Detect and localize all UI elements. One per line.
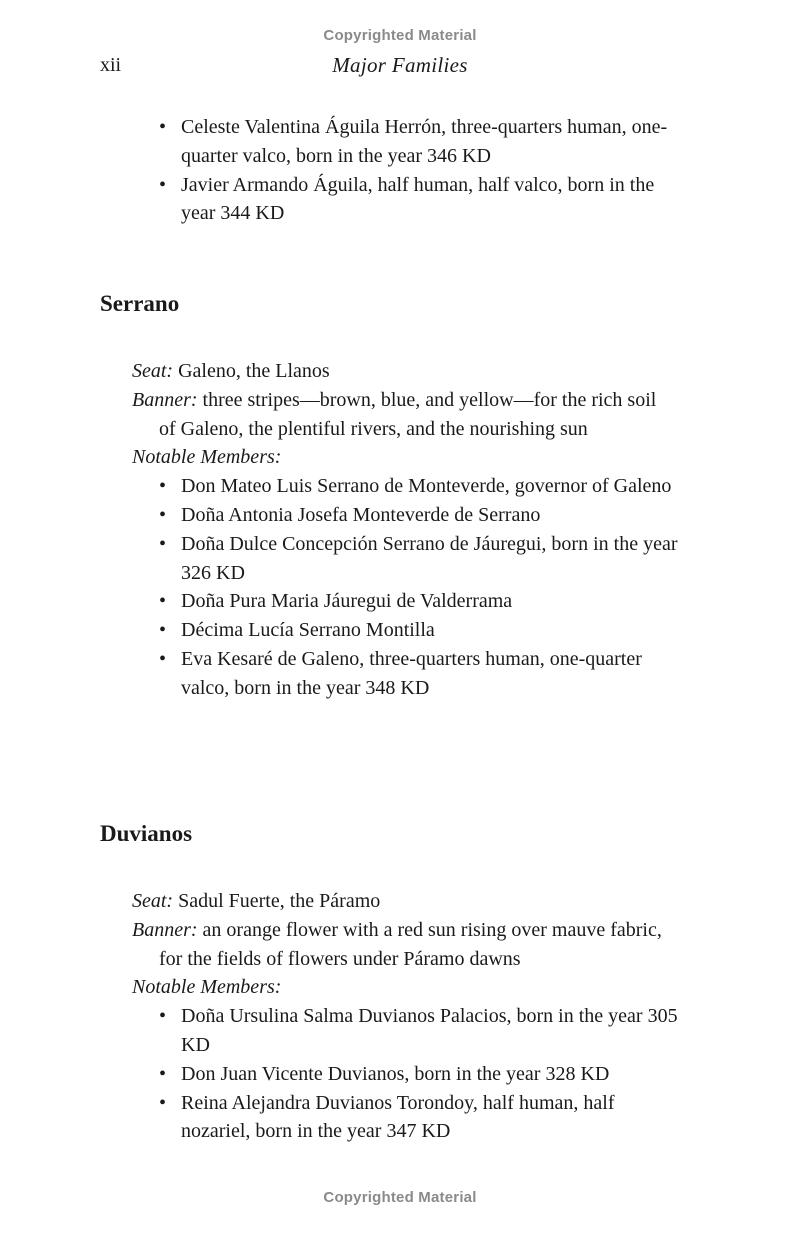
list-item: • Don Juan Vicente Duvianos, born in the year 328 KD	[0, 1060, 681, 1089]
notable-members-label: Notable Members:	[132, 446, 282, 469]
family-heading-duvianos: Duvianos	[100, 821, 193, 846]
banner-line: Banner: three stripes—brown, blue, and yellow—for the rich soil of Galeno, the plentiful rivers, and the nourishing sun	[132, 388, 657, 440]
bullet-icon: •	[159, 475, 167, 498]
running-head: Major Families	[332, 53, 468, 77]
bullet-icon: •	[159, 590, 167, 613]
list-item: • Doña Pura Maria Jáuregui de Valderrama	[0, 587, 681, 616]
bullet-icon: •	[159, 1005, 167, 1028]
family-block-serrano	[0, 357, 800, 703]
members-list	[0, 1002, 800, 1146]
family-heading-serrano: Serrano	[100, 291, 180, 316]
bullet-icon: •	[159, 532, 167, 555]
notable-members-label: Notable Members:	[132, 976, 282, 999]
list-item: • Doña Ursulina Salma Duvianos Palacios, born in the year 305 KD	[0, 1002, 681, 1060]
seat-line: Seat: Sadul Fuerte, the Páramo	[132, 890, 381, 912]
bullet-icon: •	[159, 173, 167, 196]
family-block-duvianos	[0, 887, 800, 1146]
list-item: • Celeste Valentina Águila Herrón, three-quarters human, one-quarter valco, born in the year 346 KD	[0, 113, 681, 171]
bullet-icon: •	[159, 1062, 167, 1085]
bullet-icon: •	[159, 116, 167, 138]
seat-line: Seat: Galeno, the Llanos	[132, 360, 330, 382]
bullet-icon: •	[159, 503, 167, 526]
watermark-top: Copyrighted Material	[323, 27, 477, 44]
bullet-icon: •	[159, 619, 167, 642]
bullet-icon: •	[159, 647, 167, 670]
banner-line: Banner: an orange flower with a red sun rising over mauve fabric, for the fields of flowers under Páramo dawns	[132, 918, 662, 970]
list-item: • Décima Lucía Serrano Montilla	[0, 616, 681, 645]
list-item: • Don Mateo Luis Serrano de Monteverde, governor of Galeno	[0, 472, 681, 501]
bullet-icon: •	[159, 1091, 167, 1114]
list-item: • Javier Armando Águila, half human, half valco, born in the year 344 KD	[0, 171, 681, 229]
members-list	[0, 472, 800, 702]
list-item: • Eva Kesaré de Galeno, three-quarters human, one-quarter valco, born in the year 348 KD	[0, 645, 681, 703]
page-number: xii	[100, 54, 122, 76]
list-item: • Doña Dulce Concepción Serrano de Jáuregui, born in the year 326 KD	[0, 530, 681, 588]
list-item: • Reina Alejandra Duvianos Torondoy, half human, half nozariel, born in the year 347 KD	[0, 1089, 681, 1147]
list-item: • Doña Antonia Josefa Monteverde de Serrano	[0, 501, 681, 530]
watermark-bottom: Copyrighted Material	[323, 1189, 477, 1206]
continued-members-list	[0, 113, 800, 228]
